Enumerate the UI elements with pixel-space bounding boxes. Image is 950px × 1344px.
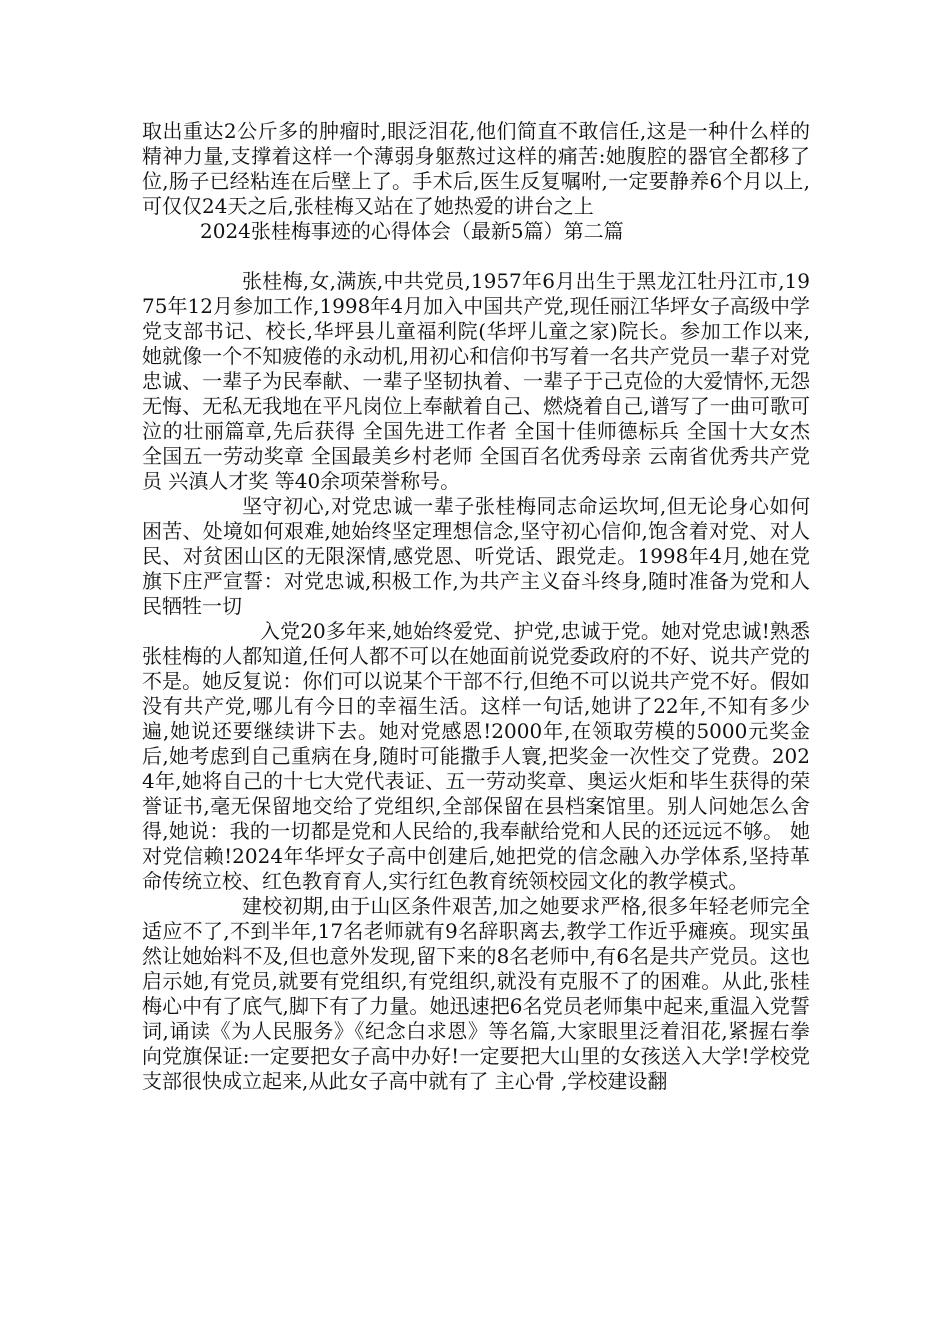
paragraph-surgery-recovery: 取出重达2公斤多的肿瘤时,眼泛泪花,他们简直不敢信任,这是一种什么样的精神力量,支撑着这样一个薄弱身躯熬过这样的痛苦:她腹腔的器官全都移了位,肠子已经粘连在后壁上了。手术后,医生反复嘱咐,一定要静养6个月以上,可仅仅24天之后,张桂梅又站在了她热爱的讲台之上 [142, 119, 810, 218]
paragraph-biography: 张桂梅,女,满族,中共党员,1957年6月出生于黑龙江牡丹江市,1975年12月参加工作,1998年4月加入中国共产党,现任丽江华坪女子高级中学党支部书记、校长,华坪县儿童福利院(华坪儿童之家)院长。参加工作以来,她就像一个不知疲倦的永动机,用初心和信仰书写着一名共产党员一辈子对党忠诚、一辈子为民奉献、一辈子坚韧执着、一辈子于己克俭的大爱情怀,无怨无悔、无私无我地在平凡岗位上奉献着自己、燃烧着自己,谱写了一曲可歌可泣的壮丽篇章,先后获得 全国先进工作者 全国十佳师德标兵 全国十大女杰 全国五一劳动奖章 全国最美乡村老师 全国百名优秀母亲 云南省优秀共产党员 兴滇人才奖 等40余项荣誉称号。 [142, 269, 810, 493]
paragraph-school-founding: 建校初期,由于山区条件艰苦,加之她要求严格,很多年轻老师完全适应不了,不到半年,17名老师就有9名辞职离去,教学工作近乎瘫痪。现实虽然让她始料不及,但也意外发现,留下来的8名老师中,有6名是共产党员。这也启示她,有党员,就要有党组织,有党组织,就没有克服不了的困难。从此,张桂梅心中有了底气,脚下有了力量。她迅速把6名党员老师集中起来,重温入党誓词,诵读《为人民服务》《纪念白求恩》等名篇,大家眼里泛着泪花,紧握右拳向党旗保证:一定要把女子高中办好!一定要把大山里的女孩送入大学!学校党支部很快成立起来,从此女子高中就有了 主心骨 ,学校建设翻 [142, 894, 810, 1093]
paragraph-party-devotion: 入党20多年来,她始终爱党、护党,忠诚于党。她对党忠诚!熟悉张桂梅的人都知道,任何人都不可以在她面前说党委政府的不好、说共产党的不是。她反复说：你们可以说某个干部不行,但绝不可以说共产党不好。假如没有共产党,哪儿有今日的幸福生活。这样一句话,她讲了22年,不知有多少遍,她说还要继续讲下去。她对党感恩!2000年,在领取劳模的5000元奖金后,她考虑到自己重病在身,随时可能撒手人寰,把奖金一次性交了党费。2024年,她将自己的十七大党代表证、五一劳动奖章、奥运火炬和毕生获得的荣誉证书,毫无保留地交给了党组织,全部保留在县档案馆里。别人问她怎么舍得,她说：我的一切都是党和人民给的,我奉献给党和人民的还远远不够。 她对党信赖!2024年华坪女子高中创建后,她把党的信念融入办学体系,坚持革命传统立校、红色教育育人,实行红色教育统领校园文化的教学模式。 [142, 619, 810, 893]
section-heading: 2024张桂梅事迹的心得体会（最新5篇）第二篇 [200, 219, 624, 243]
paragraph-loyalty-oath: 坚守初心,对党忠诚一辈子张桂梅同志命运坎坷,但无论身心如何困苦、处境如何艰难,她始终坚定理想信念,坚守初心信仰,饱含着对党、对人民、对贫困山区的无限深情,感党恩、听党话、跟党走。1998年4月,她在党旗下庄严宣誓：对党忠诚,积极工作,为共产主义奋斗终身,随时准备为党和人民牺牲一切 [142, 494, 810, 618]
document-body [142, 119, 810, 1094]
